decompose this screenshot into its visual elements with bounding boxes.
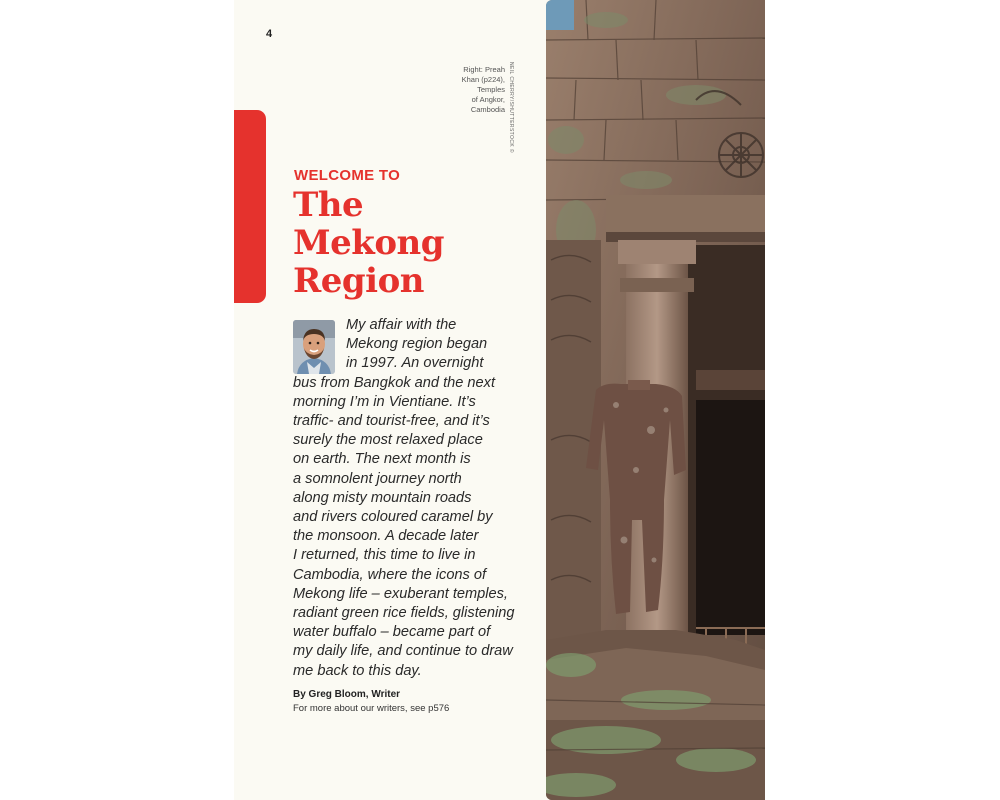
writers-reference: For more about our writers, see p576 <box>293 703 450 714</box>
guidebook-page <box>234 0 765 800</box>
caption-line: Khan (p224), <box>461 75 505 84</box>
welcome-kicker: WELCOME TO <box>294 167 401 184</box>
page-number: 4 <box>266 28 273 40</box>
caption-line: of Angkor, <box>471 95 505 104</box>
intro-line: bus from Bangkok and the next <box>293 374 496 391</box>
intro-line: surely the most relaxed place <box>293 432 483 449</box>
intro-line: My affair with the <box>346 317 457 333</box>
intro-line: traffic- and tourist-free, and it’s <box>293 413 490 430</box>
intro-line: the monsoon. A decade later <box>293 528 479 545</box>
red-tab-marker <box>234 110 266 303</box>
caption-line: Right: Preah <box>463 65 505 74</box>
intro-paragraph <box>293 316 523 681</box>
intro-line: and rivers coloured caramel by <box>293 509 493 526</box>
intro-line: my daily life, and continue to draw <box>293 643 513 660</box>
intro-line: on earth. The next month is <box>293 451 471 468</box>
photo-caption <box>439 65 505 115</box>
temple-ruins-image <box>546 0 765 800</box>
page-title <box>293 186 444 300</box>
intro-line: a somnolent journey north <box>293 470 462 487</box>
intro-line: along misty mountain roads <box>293 489 472 506</box>
temple-photo <box>546 0 765 800</box>
photo-credit: NEIL CHERRY/SHUTTERSTOCK © <box>508 62 514 153</box>
intro-line: morning I’m in Vientiane. It’s <box>293 393 476 410</box>
intro-line: radiant green rice fields, glistening <box>293 605 515 622</box>
intro-line: Cambodia, where the icons of <box>293 566 487 583</box>
intro-line: water buffalo – became part of <box>293 624 491 641</box>
intro-line: Mekong region began <box>346 336 488 353</box>
title-line: Mekong <box>293 223 444 263</box>
author-byline: By Greg Bloom, Writer <box>293 689 401 700</box>
title-line: The <box>293 185 364 225</box>
intro-line: in 1997. An overnight <box>346 355 484 372</box>
title-line: Region <box>293 261 424 301</box>
intro-line: me back to this day. <box>293 662 422 679</box>
caption-line: Cambodia <box>470 105 505 114</box>
intro-line: Mekong life – exuberant temples, <box>293 585 508 602</box>
intro-line: I returned, this time to live in <box>293 547 476 564</box>
caption-line: Temples <box>477 85 505 94</box>
